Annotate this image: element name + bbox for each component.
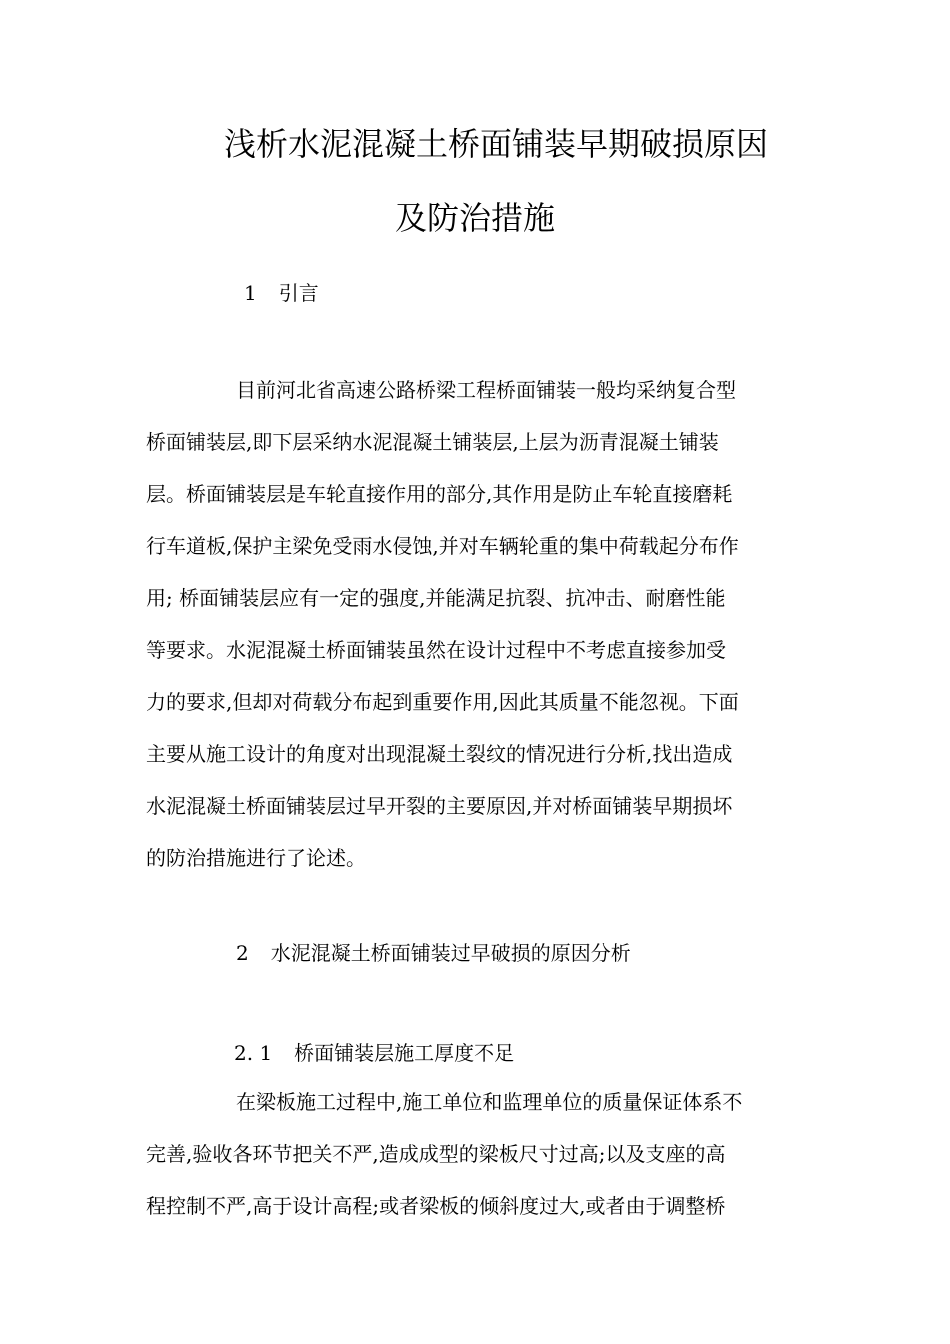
paragraph-line: 行车道板,保护主梁免受雨水侵蚀,并对车辆轮重的集中荷载起分布作 [146,534,739,558]
section-2-number: 2 [236,941,249,965]
section-2-1-paragraph [146,1089,806,1245]
section-2-1-heading [234,1040,514,1066]
paragraph-line: 程控制不严,高于设计高程;或者梁板的倾斜度过大,或者由于调整桥 [146,1194,726,1218]
section-1-number: 1 [244,281,257,305]
section-2-1-number: 2. 1 [234,1041,273,1065]
section-1-title: 引言 [278,281,319,305]
paragraph-line: 用; 桥面铺装层应有一定的强度,并能满足抗裂、抗冲击、耐磨性能 [146,586,726,610]
paragraph-line: 主要从施工设计的角度对出现混凝土裂纹的情况进行分析,找出造成 [146,742,733,766]
paragraph-line: 力的要求,但却对荷载分布起到重要作用,因此其质量不能忽视。下面 [146,690,739,714]
paragraph-line: 水泥混凝土桥面铺装层过早开裂的主要原因,并对桥面铺装早期损坏 [146,794,733,818]
paragraph-line: 在梁板施工过程中,施工单位和监理单位的质量保证体系不 [236,1090,743,1114]
document-title-line-2: 及防治措施 [394,199,555,237]
paragraph-line: 层。桥面铺装层是车轮直接作用的部分,其作用是防止车轮直接磨耗 [146,482,733,506]
paragraph-line: 的防治措施进行了论述。 [146,846,366,870]
section-2-1-title: 桥面铺装层施工厚度不足 [294,1041,515,1065]
paragraph-line: 目前河北省高速公路桥梁工程桥面铺装一般均采纳复合型 [236,378,736,402]
document-title-line-1: 浅析水泥混凝土桥面铺装早期破损原因 [224,125,769,163]
section-1-heading [244,280,319,306]
section-1-paragraph [146,377,806,897]
section-2-title: 水泥混凝土桥面铺装过早破损的原因分析 [270,941,631,965]
paragraph-line: 桥面铺装层,即下层采纳水泥混凝土铺装层,上层为沥青混凝土铺装 [146,430,719,454]
paragraph-line: 等要求。水泥混凝土桥面铺装虽然在设计过程中不考虑直接参加受 [146,638,726,662]
paragraph-line: 完善,验收各环节把关不严,造成成型的梁板尺寸过高;以及支座的高 [146,1142,726,1166]
section-2-heading [236,940,631,966]
